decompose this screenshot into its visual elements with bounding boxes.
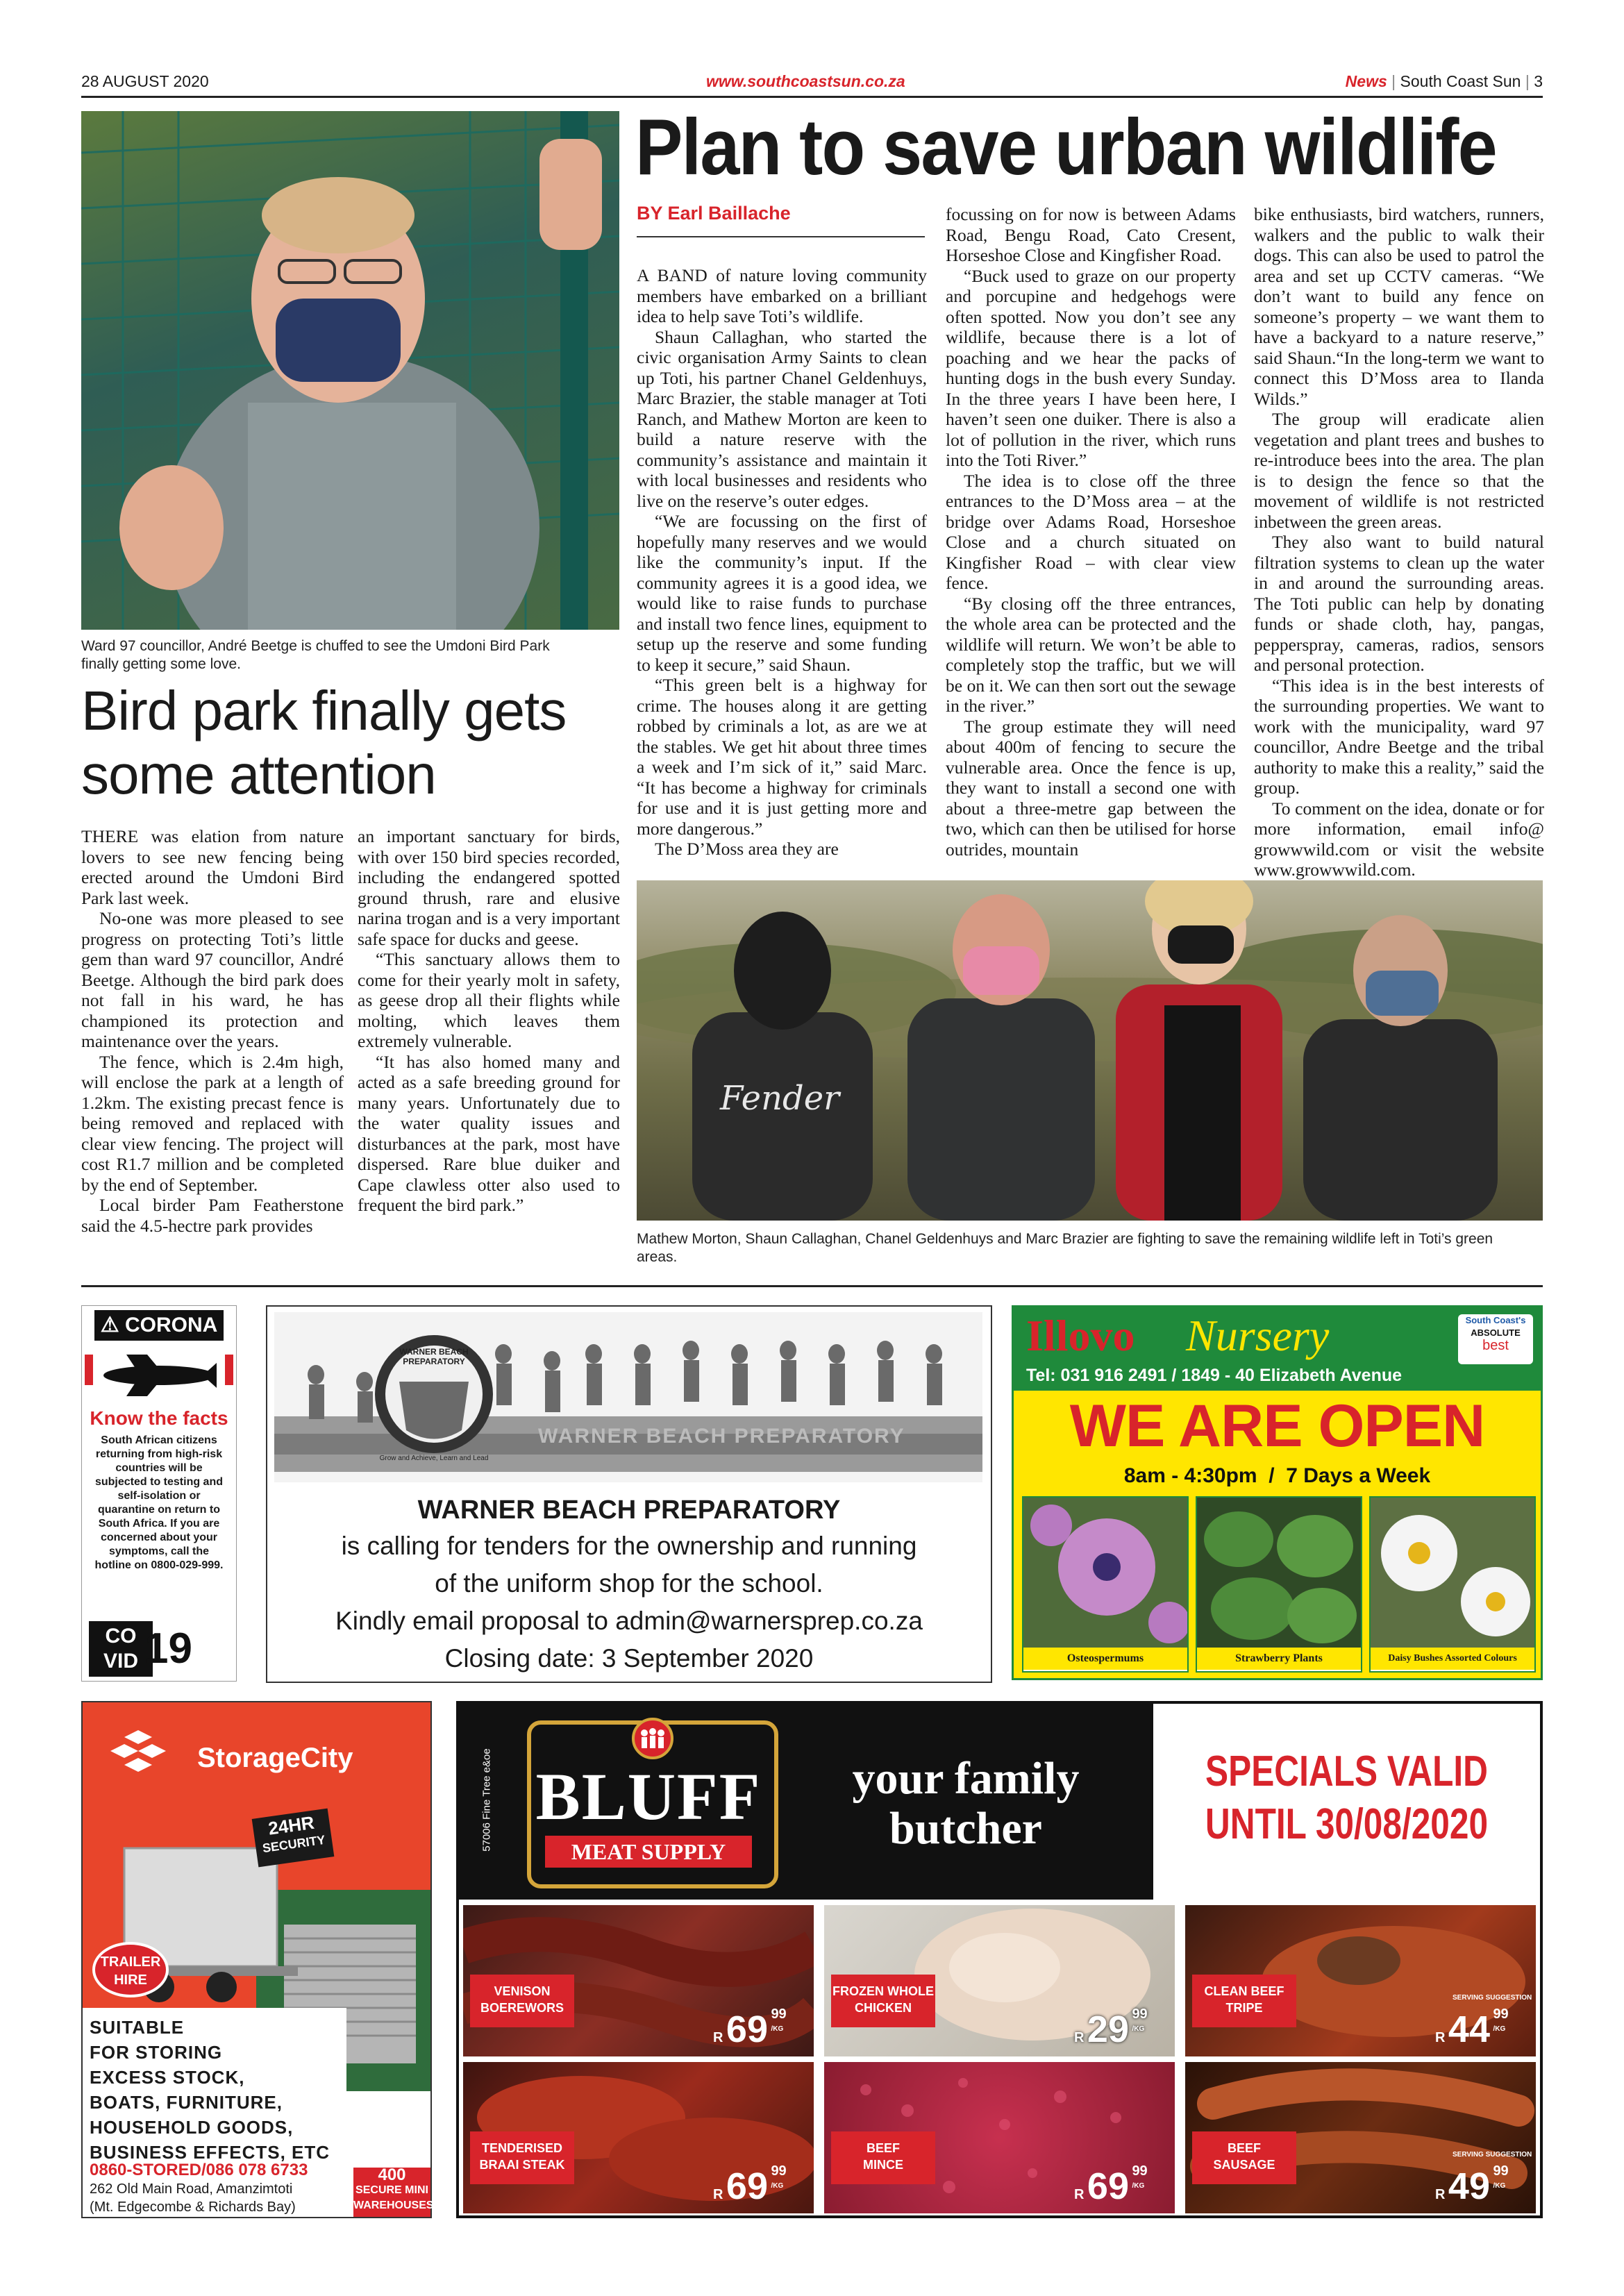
wildlife-paragraph: “This idea is in the best interests of the surrounding properties. We want to work with the municipality, ward 97 councillor, Andre Beetge and the tribal authority to make this a reality,” said the group. [1254,675,1544,798]
product-name-line-1: BEEF [1227,2141,1261,2155]
councillor-photo-art [81,111,619,630]
warner-crest-top: WARNER BEACH PREPARATORY [399,1347,469,1366]
plant-card [1369,1496,1536,1673]
bird-park-paragraph: Local birder Pam Featherstone said the 4.5-hectre park provides [81,1195,344,1236]
product-name-line-1: CLEAN BEEF [1204,1984,1284,1998]
price-cents-value: 99 [1493,2163,1509,2179]
warner-crest-bottom: Grow and Achieve, Learn and Lead [379,1455,489,1462]
strawberry-plant-image [1197,1498,1361,1648]
bluff-header [459,1704,1540,1900]
price-cents [1132,2008,1147,2036]
product-name-line-1: BEEF [866,2141,900,2155]
bird-park-paragraph: No-one was more pleased to see progress on protecting Toti’s little gem than ward 97 councillor, André Beetge. Although the bird park does not fall in his ward, he has championed its protection and maintenance over the years. [81,908,344,1051]
bluff-tagline-line-2: butcher [889,1803,1042,1854]
family-icon [625,1718,680,1759]
folio-sep-2: | [1525,72,1530,90]
paper-name: South Coast Sun [1400,72,1521,90]
product-name-line-2: TRIPE [1225,2001,1263,2015]
award-badge-line-2: ABSOLUTE [1471,1327,1521,1338]
price-cents [1493,2165,1508,2193]
product-price [1074,2165,1148,2208]
page-folio [1346,72,1543,91]
price-rand: 69 [726,2165,768,2207]
header-rule [81,96,1543,98]
wildlife-paragraph: The group estimate they will need about 400m of fencing to secure the vulnerable area. Once the fence is up, they want to install a second one with about a three-metre gap between the two, which can then be utilised for horse outrides, mountain [946,716,1236,860]
product-price [1074,2008,1148,2051]
page-header [81,72,1543,96]
product-tile [824,1905,1175,2056]
price-currency: R [1435,2030,1446,2045]
award-badge-line-3: best [1482,1338,1509,1353]
trailer-hire-line-2: HIRE [114,1972,147,1988]
warner-banner-text: WARNER BEACH PREPARATORY [538,1425,905,1448]
covid-logo-vid: VID [103,1650,138,1673]
airplane-icon [85,1348,233,1403]
wildlife-paragraph: “Buck used to graze on our property and porcupine and hedgehogs were often spotted. Now you don’t see any wildlife, because there is a lot of poaching and we hear the packs of hunting dogs in the bush every Sunday. In the three years I have been here, I haven’t seen one duiker. There is also a lot of pollution in the river, which runs into the Toti River.” [946,265,1236,470]
price-cents [1132,2165,1147,2193]
bird-park-paragraph: “It has also homed many and acted as a safe breeding ground for many years. Unfortunately due to the water quality issues and disturbances at the park, most have dispersed. Rare blue duiker and Cape clawless otter also used to frequent the bird park.” [358,1051,620,1215]
wildlife-paragraph: To comment on the idea, donate or for more information, email info@ growwwild.com or visit the website www.growwwild.com. [1254,798,1544,880]
bluff-tagline [799,1754,1132,1854]
group-photo-art [637,880,1543,1221]
wildlife-paragraph: focussing on for now is between Adams Road, Bengu Road, Cato Cresent, Horseshoe Close and Kingfisher Road. [946,204,1236,265]
folio-sep-1: | [1391,72,1396,90]
plant-label: Daisy Bushes Assorted Colours [1371,1648,1534,1670]
trailer-hire-badge [92,1942,169,1997]
corona-title-box [94,1310,224,1341]
bird-park-column-1 [81,826,344,1236]
illovo-name-a: Illovo [1026,1311,1135,1360]
price-rand: 29 [1087,2009,1129,2050]
price-unit: /KG [771,2025,784,2033]
wildlife-paragraph: “By closing off the three entrances, the whole area can be protected and the wildlife will return. We won’t be able to completely stop the traffic, but we will be on it. We can then sort out the sewage in the river.” [946,593,1236,716]
warner-line-4: Closing date: 3 September 2020 [444,1644,814,1673]
group-caption: Mathew Morton, Shaun Callaghan, Chanel Geldenhuys and Marc Brazier are fighting to save the remaining wildlife left in Toti’s green areas. [637,1231,1493,1265]
wildlife-column-2 [946,204,1236,860]
product-tile [463,2062,814,2213]
plant-label: Osteospermums [1023,1648,1187,1670]
wildlife-paragraph: They also want to build natural filtration systems to clean up the water in and around the surrounding areas. The Toti public can help by donating funds or shade cloth, hay, pangas, pepperspray, cameras, radios, sensors and personal protection. [1254,532,1544,675]
mini-warehouses-line-1: 400 [378,2165,406,2184]
corona-body: South African citizens returning from high-risk countries will be subjected to testing and self-isolation or quarantine on return to South Africa. If you are concerned about your symptoms, call the hotline on 0800-029-999. [94,1434,224,1571]
product-name-line-1: TENDERISED [481,2141,562,2155]
product-tile [824,2062,1175,2213]
section-rule [81,1285,1543,1287]
price-currency: R [1435,2187,1446,2202]
product-name-box [470,1975,574,2027]
storage-suitable-line: FOR STORING [90,2042,223,2063]
councillor-photo [81,111,619,630]
product-name-line-1: VENISON [494,1984,551,1998]
mini-warehouses-line-2: SECURE MINI [355,2184,428,2196]
product-price [713,2008,787,2051]
warning-icon: ⚠ [100,1314,119,1336]
warner-ad [266,1305,992,1683]
price-cents-value: 99 [1493,2006,1509,2022]
price-cents-value: 99 [1132,2163,1148,2179]
product-price [713,2165,787,2208]
bird-park-column-2 [358,826,620,1216]
wildlife-paragraph: The group will eradicate alien vegetation and plant trees and bushes to re-introduce bees into the area. The plan is to design the fence so that the movement of wildlife is not restricted inbetween the green areas. [1254,409,1544,532]
price-cents [1493,2008,1508,2036]
wildlife-column-1 [637,265,927,860]
storage-suitable-line: SUITABLE [90,2017,185,2038]
illovo-tel: Tel: 031 916 2491 / 1849 - 40 Elizabeth Avenue [1026,1366,1403,1385]
group-photo [637,880,1543,1221]
storage-ad [81,1701,432,2218]
product-price [1435,2008,1509,2051]
wildlife-headline: Plan to save urban wildlife [635,103,1496,192]
price-rand: 69 [1087,2165,1129,2207]
price-unit: /KG [1493,2182,1506,2190]
specials-valid [1192,1745,1502,1851]
price-cents-value: 99 [771,2163,787,2179]
plant-card [1196,1496,1362,1673]
price-rand: 69 [726,2009,768,2050]
covid-logo-co: CO [105,1625,137,1648]
price-currency: R [713,2187,723,2202]
councillor-caption: Ward 97 councillor, André Beetge is chuffed to see the Umdoni Bird Park finally getting some love. [81,638,550,672]
covid-logo-19: 19 [144,1625,192,1673]
price-currency: R [1074,2030,1085,2045]
warner-line-2: of the uniform shop for the school. [435,1569,823,1598]
product-name-line-2: SAUSAGE [1213,2158,1275,2172]
storage-suitable-line: EXCESS STOCK, [90,2067,245,2088]
corona-title: CORONA [124,1314,218,1336]
illovo-name-b: Nursery [1186,1311,1330,1360]
warner-photo-banner [274,1312,982,1482]
storage-suitable-line: BUSINESS EFFECTS, ETC [90,2142,330,2163]
storage-address: 262 Old Main Road, Amanzimtoti [90,2181,293,2197]
price-rand: 49 [1448,2165,1490,2207]
serving-suggestion: SERVING SUGGESTION [1453,2151,1532,2159]
storage-logo-icon [110,1730,166,1779]
storage-branches: (Mt. Edgecombe & Richards Bay) [90,2199,296,2215]
covid-logo [89,1621,228,1677]
storage-suitable-line: BOATS, FURNITURE, [90,2092,283,2113]
website-url[interactable]: www.southcoastsun.co.za [706,72,905,90]
mini-warehouses-badge [353,2165,434,2217]
illovo-header [1014,1307,1541,1391]
illovo-ad [1012,1305,1543,1680]
bluff-ad [456,1701,1543,2218]
security-badge-line-1: 24HR [267,1811,316,1839]
product-name-box [831,1975,935,2027]
bird-park-paragraph: “This sanctuary allows them to come for their yearly molt in safety, as geese drop all their flights while molting, which leaves them extremely vulnerable. [358,949,620,1051]
bluff-sub: MEAT SUPPLY [545,1836,752,1868]
wildlife-column-3 [1254,204,1544,880]
product-price [1435,2165,1509,2208]
wildlife-paragraph: “We are focussing on the first of hopefully many reserves and we would like the community’s input. If the community agrees it is a good idea, we would like to raise funds to purchase and install two fence lines, equipment to setup up the reserve and some funding to keep it secure,” said Shaun. [637,511,927,675]
plant-label: Strawberry Plants [1197,1648,1361,1670]
product-tile [1185,1905,1536,2056]
price-cents [771,2008,786,2036]
product-name-box [1192,2131,1296,2184]
price-cents-value: 99 [1132,2006,1148,2022]
price-currency: R [713,2030,723,2045]
price-rand: 44 [1448,2009,1490,2050]
byline-box [637,203,925,237]
section-label: News [1345,72,1387,90]
product-tile [1185,2062,1536,2213]
know-facts: Know the facts [90,1407,228,1429]
mini-warehouses-line-3: WAREHOUSES [353,2199,434,2211]
wildlife-paragraph: bike enthusiasts, bird watchers, runners, walkers and the public to walk their dogs. This can also be used to patrol the area and set up CCTV cameras. “We don’t want to build any fence on someone’s property – we want them to have a backyard to a nature reserve,” said Shaun.“In the long-term we want to connect this D’Moss area to Ilanda Wilds.” [1254,204,1544,409]
serving-suggestion: SERVING SUGGESTION [1453,1994,1532,2002]
warner-name: WARNER BEACH PREPARATORY [417,1495,841,1525]
award-badge [1458,1314,1533,1364]
product-name-line-1: FROZEN WHOLE [832,1984,934,1998]
product-name-line-2: BRAAI STEAK [479,2158,565,2172]
byline: BY Earl Baillache [637,203,791,224]
wildlife-paragraph: “This green belt is a highway for crime. The houses along it are getting robbed by criminals a lot, as are we at the stables. We get hit about three times a week and I’m sick of it,” said Marc. “It has become a highway for criminals for use and it is just getting more and more dangerous.” [637,675,927,839]
product-name-box [1192,1975,1296,2027]
price-unit: /KG [771,2182,784,2190]
product-name-line-2: CHICKEN [854,2001,912,2015]
issue-date: 28 AUGUST 2020 [81,72,209,90]
wildlife-paragraph: The idea is to close off the three entrances to the D’Moss area – at the bridge over Adams Road, Horseshoe Close and a church situated on Kingfisher Road – with clear view fence. [946,470,1236,593]
bluff-brand: BLUFF [535,1759,762,1834]
storage-suitable-line: HOUSEHOLD GOODS, [90,2117,294,2138]
product-name-line-2: MINCE [863,2158,903,2172]
specials-valid-line-1: SPECIALS VALID [1205,1748,1488,1795]
price-currency: R [1074,2187,1085,2202]
price-cents [771,2165,786,2193]
shirt-logo: Fender [720,1079,840,1118]
warner-line-3[interactable]: Kindly email proposal to admin@warnersprep.co.za [335,1607,923,1635]
bird-park-paragraph: THERE was elation from nature lovers to see new fencing being erected around the Umdoni Bird Park last week. [81,826,344,908]
covid-logo-box [89,1621,153,1677]
bird-park-headline: Bird park finally gets some attention [81,680,567,805]
plant-card [1022,1496,1189,1673]
wildlife-paragraph: The D’Moss area they are [655,839,839,859]
bird-park-paragraph: an important sanctuary for birds, with over 150 bird species recorded, including the endangered spotted ground thrush, rare and elusive narina trogan and is a very important safe space for ducks and geese. [358,826,620,949]
corona-ad [81,1305,237,1682]
price-cents-value: 99 [771,2006,787,2022]
product-name-box [470,2131,574,2184]
wildlife-paragraph: A BAND of nature loving community members have embarked on a brilliant idea to help save Toti’s wildlife. [637,265,927,326]
daisy-bush-image [1371,1498,1534,1648]
bird-park-paragraph: The fence, which is 2.4m high, will enclose the park at a length of 1.2km. The existing precast fence is being removed and replaced with clear view fencing. The project will cost R1.7 million and be completed by the end of September. [81,1051,344,1195]
specials-valid-line-2: UNTIL 30/08/2020 [1205,1800,1489,1848]
bluff-tagline-line-1: your family [852,1753,1080,1804]
security-badge-line-2: SECURITY [261,1832,326,1856]
wildlife-paragraph: Shaun Callaghan, who started the civic organisation Army Saints to clean up Toti, his partner Chanel Geldenhuys, Marc Brazier, the stable manager at Toti Ranch, and Mathew Morton are keen to build a nature reserve with the community’s assistance and maintain it with local businesses and residents who live on the reserve’s outer edges. [637,326,927,511]
bluff-logo [527,1720,778,1888]
page-number: 3 [1534,72,1543,90]
illovo-hours: 8am - 4:30pm / 7 Days a Week [1123,1464,1431,1487]
product-name-line-2: BOEREWORS [480,2001,564,2015]
price-unit: /KG [1132,2182,1145,2190]
warner-line-1: is calling for tenders for the ownership and running [341,1532,917,1560]
price-unit: /KG [1493,2025,1506,2033]
product-tile [463,1905,814,2056]
award-badge-line-1: South Coast's [1465,1315,1526,1325]
storage-brand: StorageCity [197,1743,353,1773]
price-unit: /KG [1132,2025,1145,2033]
storage-phone[interactable]: 0860-STORED/086 078 6733 [90,2161,308,2179]
osteospermum-image [1023,1498,1187,1648]
storage-suitable-list [90,2015,330,2165]
trailer-hire-line-1: TRAILER [100,1954,161,1970]
illovo-open: WE ARE OPEN [1069,1393,1485,1459]
product-grid [463,1905,1536,2213]
product-name-box [831,2131,935,2184]
bluff-side-code: 57006 Fine Tree e&oe [480,1748,493,1852]
